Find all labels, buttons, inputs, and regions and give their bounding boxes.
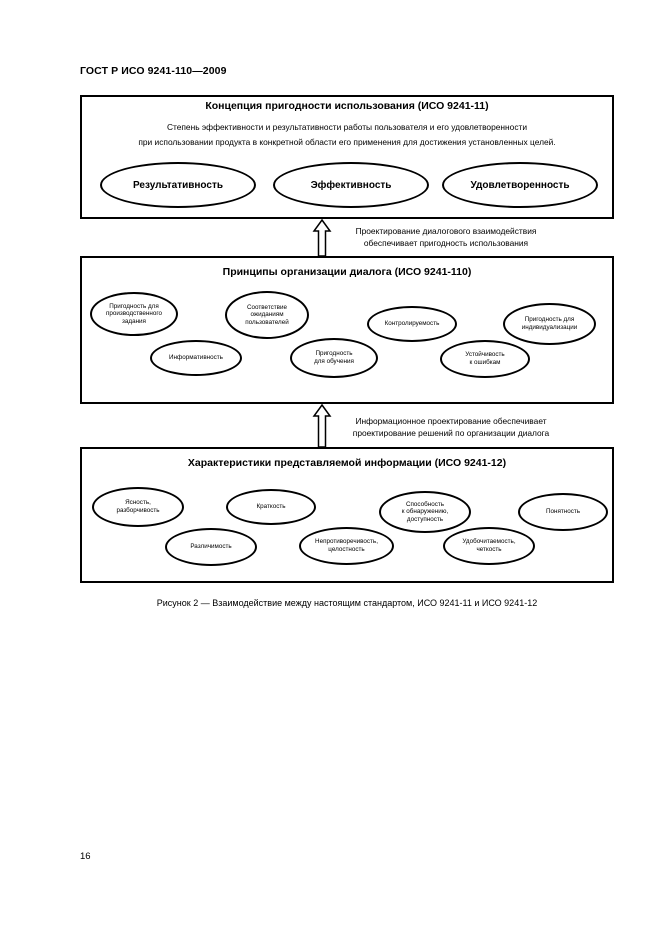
usability-concept-title: Концепция пригодности использования (ИСО 9241-11) [205, 100, 489, 112]
ellipse-label: Эффективность [310, 179, 392, 191]
ellipse-learning-suitability [290, 338, 378, 378]
ellipse-discriminability [165, 528, 257, 566]
arrow1-line2: обеспечивает пригодность использования [363, 238, 529, 248]
arrow2-line2: проектирование решений по организации диалога [352, 428, 550, 438]
arrow1-line1: Проектирование диалогового взаимодействия [355, 226, 537, 236]
ellipse-label: Удобочитаемость, четкость [462, 538, 516, 553]
arrow2-text [333, 415, 569, 439]
ellipse-conformity-expectations [225, 291, 309, 339]
ellipse-label: Удовлетворенность [470, 179, 570, 191]
ellipse-conciseness [226, 489, 316, 525]
ellipse-label: Ясность, разборчивость [116, 499, 160, 514]
page-number: 16 [80, 851, 91, 862]
usability-concept-desc-line2: при использовании продукта в конкретной области его применения для достижения установленных целей. [138, 137, 556, 147]
up-arrow-icon [312, 404, 332, 448]
ellipse-controllability [367, 306, 457, 342]
ellipse-label: Краткость [256, 503, 286, 511]
ellipse-clarity [92, 487, 184, 527]
ellipse-label: Результативность [132, 179, 224, 191]
ellipse-individualization [503, 303, 596, 345]
arrow1-text [335, 225, 557, 249]
ellipse-label: Непротиворечивость, целостность [315, 538, 378, 553]
ellipse-label: Способность к обнаружению, доступность [401, 500, 449, 523]
ellipse-label: Пригодность для индивидуализации [521, 316, 578, 331]
dialogue-principles-title: Принципы организации диалога (ИСО 9241-110) [222, 266, 472, 278]
ellipse-task-suitability [90, 292, 178, 336]
arrow2-line1: Информационное проектирование обеспечивает [355, 416, 547, 426]
ellipse-comprehensibility [518, 493, 608, 531]
ellipse-label: Пригодность для производственного задания [105, 302, 163, 325]
ellipse-efficiency [273, 162, 429, 208]
ellipse-detectability [379, 491, 471, 533]
ellipse-effectiveness [100, 162, 256, 208]
up-arrow-icon [312, 219, 332, 257]
dialogue-principles-box [80, 256, 614, 404]
ellipse-error-tolerance [440, 340, 530, 378]
ellipse-self-descriptiveness [150, 340, 242, 376]
ellipse-label: Различимость [190, 543, 232, 551]
ellipse-consistency [299, 527, 394, 565]
ellipse-label: Информативность [169, 354, 223, 362]
ellipse-label: Контролируемость [384, 320, 440, 328]
ellipse-label: Пригодность для обучения [314, 350, 354, 365]
ellipse-label: Соответствие ожиданиям пользователей [245, 303, 289, 326]
usability-concept-desc-line1: Степень эффективности и результативности работы пользователя и его удовлетворенности [166, 122, 528, 132]
ellipse-legibility [443, 527, 535, 565]
document-header: ГОСТ Р ИСО 9241-110—2009 [80, 65, 227, 77]
information-presentation-title: Характеристики представляемой информации (ИСО 9241-12) [187, 457, 507, 469]
ellipse-label: Устойчивость к ошибкам [465, 351, 505, 366]
usability-concept-box [80, 95, 614, 219]
information-presentation-box [80, 447, 614, 583]
ellipse-satisfaction [442, 162, 598, 208]
figure-caption: Рисунок 2 — Взаимодействие между настоящим стандартом, ИСО 9241-11 и ИСО 9241-12 [156, 598, 538, 608]
ellipse-label: Понятность [545, 508, 581, 516]
